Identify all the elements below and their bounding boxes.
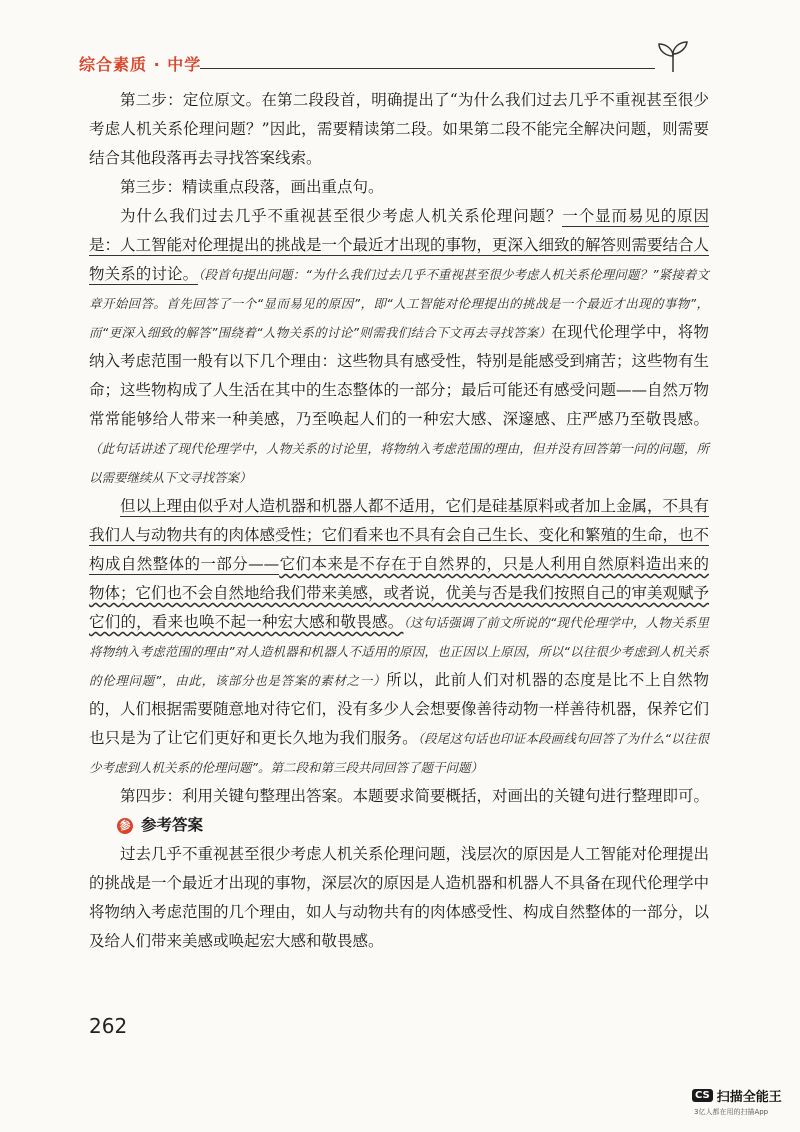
answer-heading [117,811,709,840]
analysis-paragraph-1 [89,202,709,492]
sprout-icon [653,40,693,74]
step-four: 第四步：利用关键句整理出答案。本题要求简要概括，对画出的关键句进行整理即可。 [120,787,710,805]
question-sentence: 为什么我们过去几乎不重视甚至很少考虑人机关系伦理问题？ [120,207,563,225]
annotation-note: （此句话讲述了现代伦理学中，人物关系的讨论里，将物纳入考虑范围的理由，但并没有回答第一问的问题，所以需要继续从下文寻找答案） [89,441,709,485]
wavy-underlined-sentence: 它们本来是不存在于自然界的，只是人利用自然原料造出来的物体；它们也不会自然地给我们带来美感，或者说，优美与否是我们按照自己的审美观赋予它们的，看来也唤不起一种宏大感和敬畏感。 [89,555,710,631]
answer-badge-icon: 参 [117,818,133,834]
page-number: 262 [89,1014,128,1038]
annotation-note: （段首句提出问题：“为什么我们过去几乎不重视甚至很少考虑人机关系伦理问题？”紧接着文章开始回答。首先回答了一个“显而易见的原因”，即“人工智能对伦理提出的挑战是一个最近才出现的事物”，而“更深入细致的解答”围绕着“人物关系的讨论”则需我们结合下文再去寻找答案） [89,267,709,340]
answer-heading-label: 参考答案 [141,816,204,834]
body-text: 所以，此前人们对机器的态度是比不上自然物的，人们根据需要随意地对待它们，没有多少人会想要像善待动物一样善待机器，保养它们也只是为了让它们更好和更长久地为我们服务。 [89,671,710,747]
step-three: 第三步：精读重点段落，画出重点句。 [120,178,384,196]
annotation-note: （段尾这句话也印证本段画线句回答了为什么“以往很少考虑到人机关系的伦理问题”。第二段和第三段共同回答了题干问题） [89,731,709,775]
underlined-sentence: 一个显而易见的原因是：人工智能对伦理提出的挑战是一个最近才出现的事物，更深入细致的解答则需要结合人物关系的讨论。 [89,207,710,283]
analysis-paragraph-2 [89,492,709,782]
watermark-badge: CS [692,1089,713,1102]
step-two: 第二步：定位原文。在第二段段首，明确提出了“为什么我们过去几乎不重视甚至很少考虑人机关系伦理问题？”因此，需要精读第二段。如果第二段不能完全解决问题，则需要结合其他段落再去寻找答案线索。 [89,91,709,167]
header-title: 综合素质 · 中学 [79,55,202,74]
answer-text: 过去几乎不重视甚至很少考虑人机关系伦理问题，浅层次的原因是人工智能对伦理提出的挑战是一个最近才出现的事物，深层次的原因是人造机器和机器人不具备在现代伦理学中将物纳入考虑范围的几个理由，如人与动物共有的肉体感受性、构成自然整体的一部分，以及给人们带来美感或唤起宏大感和敬畏感。 [89,845,710,950]
page-content [89,86,709,956]
scanner-watermark [692,1086,792,1126]
watermark-name: 扫描全能王 [716,1090,782,1105]
page-header [0,18,800,78]
header-rule [200,68,655,69]
body-text: 在现代伦理学中，将物纳入考虑范围一般有以下几个理由：这些物具有感受性，特别是能感受到痛苦；这些物有生命；这些物构成了人生活在其中的生态整体的一部分；最后可能还有感受问题——自然万物常常能够给人带来一种美感，乃至唤起人们的一种宏大感、深邃感、庄严感乃至敬畏感。 [89,323,710,428]
watermark-slogan: 3亿人都在用的扫描App [694,1108,769,1116]
annotation-note: （这句话强调了前文所说的“现代伦理学中，人物关系里将物纳入考虑范围的理由”对人造机器和机器人不适用的原因，也正因以上原因，所以“以往很少考虑到人机关系的伦理问题”，由此，该部分也是答案的素材之一） [89,615,709,688]
underlined-sentence: 但以上理由似乎对人造机器和机器人都不适用，它们是硅基原料或者加上金属，不具有我们人与动物共有的肉体感受性；它们看来也不具有会自己生长、变化和繁殖的生命，也不构成自然整体的一部分—— [89,497,710,573]
